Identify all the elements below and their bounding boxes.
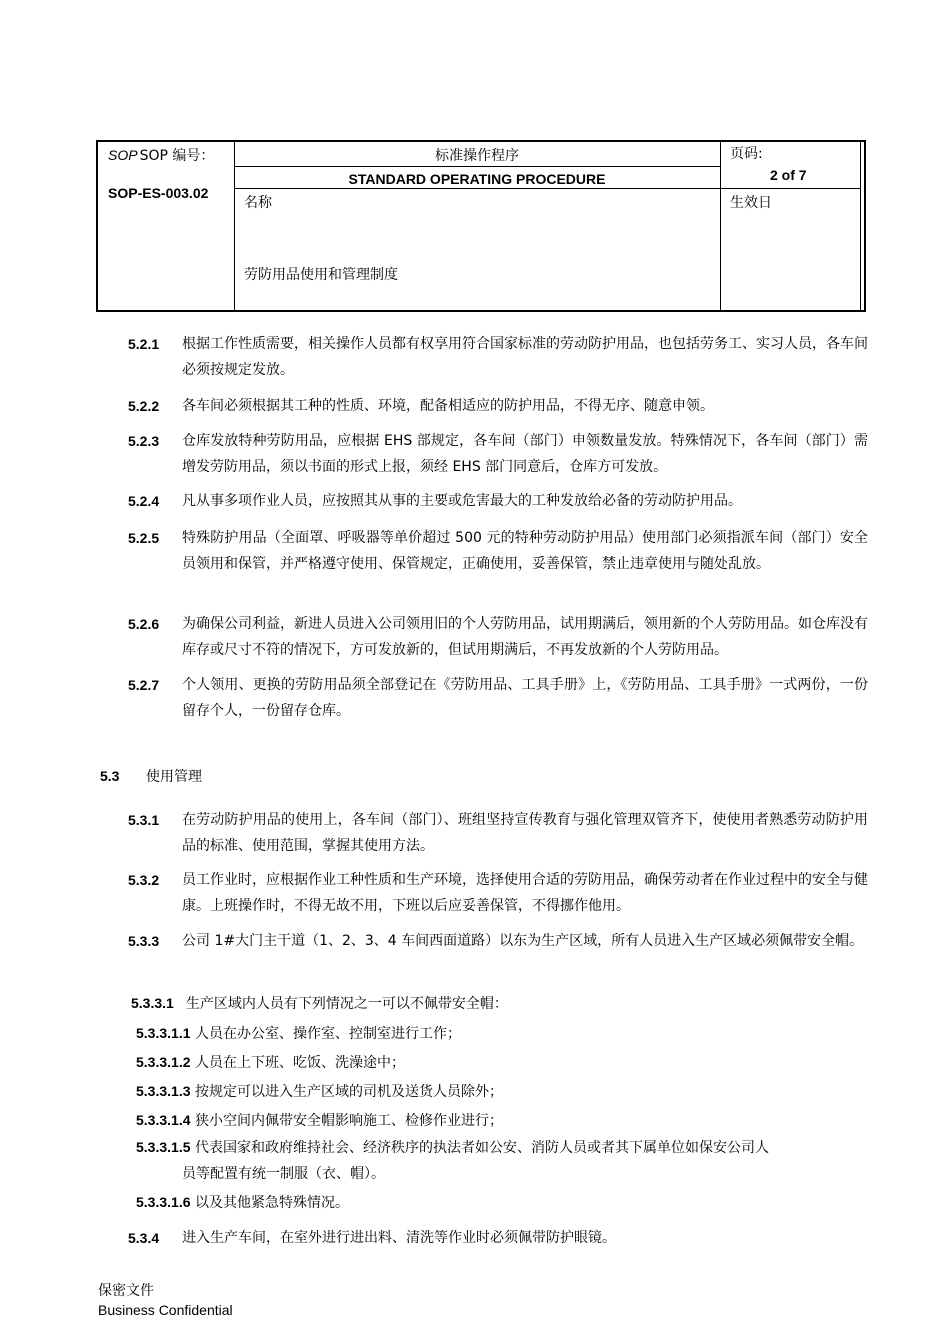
item-5-3-3-1-1: 5.3.3.1.1 人员在办公室、操作室、控制室进行工作； xyxy=(136,1025,461,1042)
title-en: STANDARD OPERATING PROCEDURE xyxy=(348,171,606,187)
col-divider-3 xyxy=(860,142,861,310)
item-5-3-3-1-2: 5.3.3.1.2 人员在上下班、吃饭、洗澡途中； xyxy=(136,1054,405,1071)
sop-number: SOP-ES-003.02 xyxy=(108,185,209,201)
effective-date-label: 生效日 xyxy=(730,195,772,211)
col-divider-2 xyxy=(720,142,721,310)
item-5-2-1: 5.2.1 根据工作性质需要，相关操作人员都有权享用符合国家标准的劳动防护用品，也包括劳务工、实习人员，各车间必须按规定发放。 xyxy=(128,336,868,378)
item-5-2-2: 5.2.2 各车间必须根据其工种的性质、环境，配备相适应的防护用品，不得无序、随意申领。 xyxy=(128,398,714,414)
document-name: 劳防用品使用和管理制度 xyxy=(244,267,398,283)
row-divider-name xyxy=(234,188,860,189)
footer xyxy=(98,1282,233,1320)
item-5-2-6: 5.2.6 为确保公司利益，新进人员进入公司领用旧的个人劳防用品，试用期满后，领用新的个人劳防用品。如仓库没有库存或尺寸不符的情况下，方可发放新的，但试用期满后，不再发放新的个人劳防用品。 xyxy=(128,616,868,658)
item-5-3-3-1-6: 5.3.3.1.6 以及其他紧急特殊情况。 xyxy=(136,1194,349,1211)
item-5-3-3-1-3: 5.3.3.1.3 按规定可以进入生产区域的司机及送货人员除外； xyxy=(136,1083,503,1100)
item-5-2-7: 5.2.7 个人领用、更换的劳防用品须全部登记在《劳防用品、工具手册》上，《劳防用品、工具手册》一式两份，一份留存个人，一份留存仓库。 xyxy=(128,677,868,719)
name-label: 名称 xyxy=(244,195,272,211)
item-5-3-1: 5.3.1 在劳动防护用品的使用上，各车间（部门）、班组坚持宣传教育与强化管理双管齐下，使使用者熟悉劳动防护用品的标准、使用范围，掌握其使用方法。 xyxy=(128,812,868,854)
item-5-2-5: 5.2.5 特殊防护用品（全面罩、呼吸器等单价超过 500 元的特种劳动防护用品）使用部门必须指派车间（部门）安全员领用和保管，并严格遵守使用、保管规定，正确使用，妥善保管，禁止违章使用与随处乱放。 xyxy=(128,530,868,572)
page-label: 页码: xyxy=(730,146,763,162)
sop-number-label: SOP SOP 编号： xyxy=(108,147,215,164)
footer-confidential-cn: 保密文件 xyxy=(98,1283,154,1299)
row-divider-title xyxy=(234,166,720,167)
col-divider-1 xyxy=(234,142,235,310)
header-table xyxy=(96,140,866,312)
item-5-2-3: 5.2.3 仓库发放特种劳防用品，应根据 EHS 部规定，各车间（部门）申领数量发放。特殊情况下，各车间（部门）需增发劳防用品，须以书面的形式上报，须经 EHS 部门同意后，仓库方可发放。 xyxy=(128,433,868,475)
title-cn: 标准操作程序 xyxy=(435,148,519,164)
section-5-3-heading: 5.3 使用管理 xyxy=(100,768,202,785)
page-value: 2 of 7 xyxy=(770,167,807,183)
item-5-3-2: 5.3.2 员工作业时，应根据作业工种性质和生产环境，选择使用合适的劳防用品，确保劳动者在作业过程中的安全与健康。上班操作时，不得无故不用，下班以后应妥善保管，不得挪作他用。 xyxy=(128,872,868,914)
item-5-3-3-1-4: 5.3.3.1.4 狭小空间内佩带安全帽影响施工、检修作业进行； xyxy=(136,1112,503,1129)
item-5-3-3-1-5: 5.3.3.1.5 代表国家和政府维持社会、经济秩序的执法者如公安、消防人员或者其下属单位如保安公司人 员等配置有统一制服（衣、帽）。 xyxy=(136,1139,769,1182)
item-5-2-4: 5.2.4 凡从事多项作业人员，应按照其从事的主要或危害最大的工种发放给必备的劳动防护用品。 xyxy=(128,493,742,509)
item-5-3-4: 5.3.4 进入生产车间，在室外进行进出料、清洗等作业时必须佩带防护眼镜。 xyxy=(128,1230,616,1246)
item-5-3-3: 5.3.3 公司 1#大门主干道（1、2、3、4 车间西面道路）以东为生产区域，所有人员进入生产区域必须佩带安全帽。 xyxy=(128,933,864,949)
item-5-3-3-1: 5.3.3.1 生产区域内人员有下列情况之一可以不佩带安全帽： xyxy=(131,995,508,1012)
footer-confidential-en: Business Confidential xyxy=(98,1302,233,1318)
